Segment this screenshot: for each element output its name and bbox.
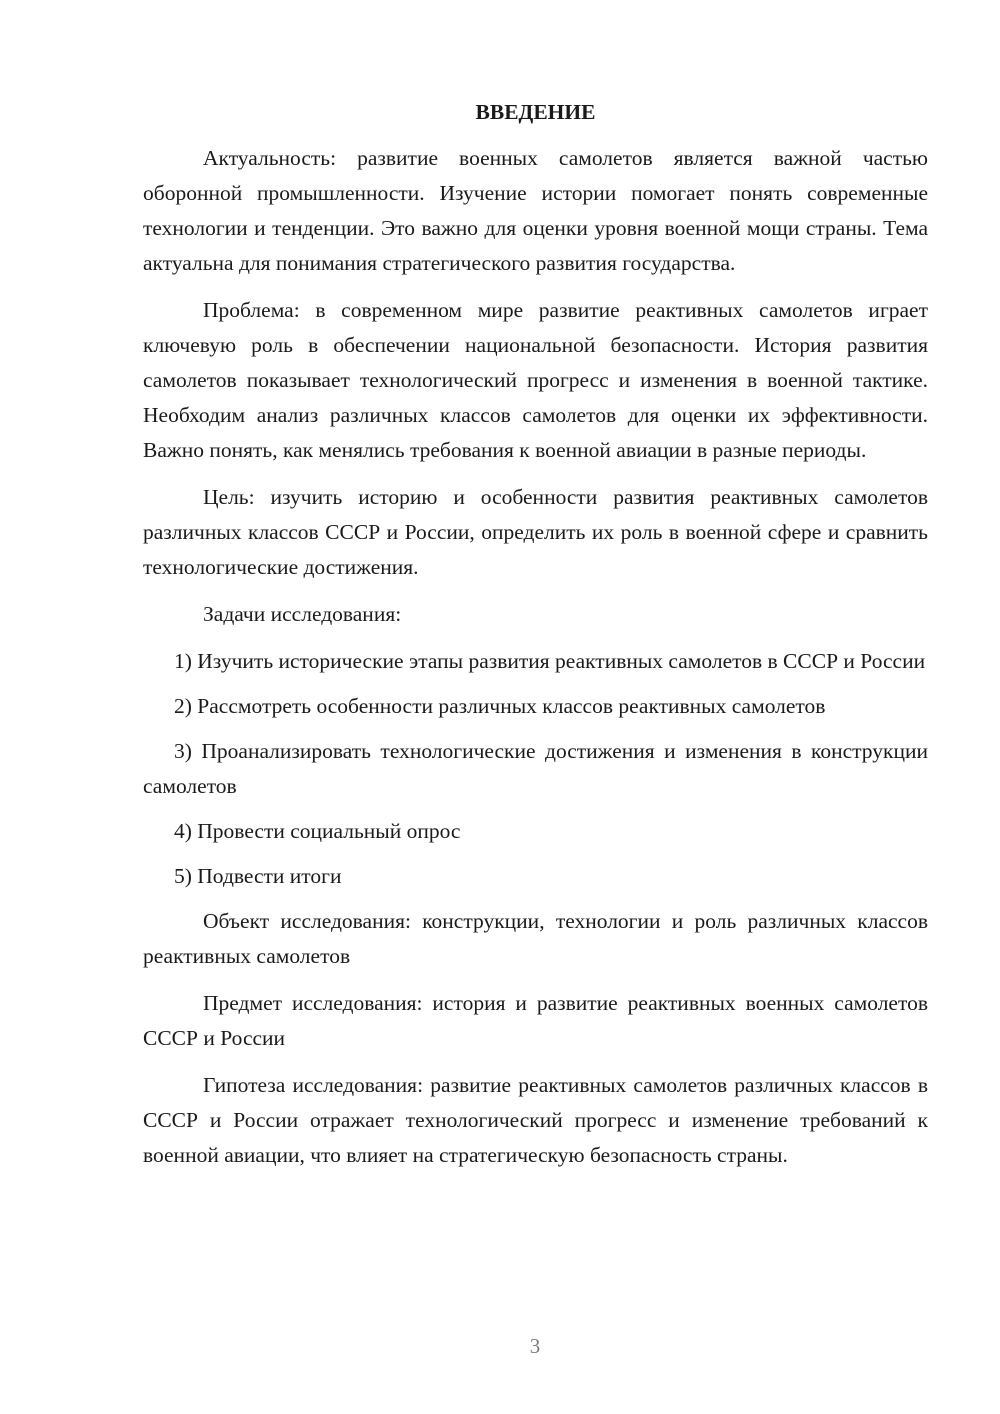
- task-item: 2) Рассмотреть особенности различных классов реактивных самолетов: [174, 694, 826, 718]
- page-number: 3: [529, 1334, 541, 1358]
- task-item: 5) Подвести итоги: [174, 864, 342, 888]
- relevance-paragraph: Актуальность: развитие военных самолетов является важной частью оборонной промышленности. Изучение истории помогает понять современные технологии и тенденции. Это важно для оценки уровня военной мощи страны. Тема актуальна для понимания стратегического развития государства.: [143, 146, 928, 275]
- tasks-heading: Задачи исследования:: [203, 602, 402, 626]
- subject-paragraph: Предмет исследования: история и развитие реактивных военных самолетов СССР и России: [143, 991, 928, 1050]
- task-item: 4) Провести социальный опрос: [174, 819, 461, 843]
- document-page: [143, 95, 928, 1185]
- problem-paragraph: Проблема: в современном мире развитие реактивных самолетов играет ключевую роль в обеспечении национальной безопасности. История развития самолетов показывает технологический прогресс и изменения в военной тактике. Необходим анализ различных классов самолетов для оценки их эффективности. Важно понять, как менялись требования к военной авиации в разные периоды.: [143, 298, 928, 462]
- section-title: ВВЕДЕНИЕ: [475, 100, 596, 124]
- task-item: 1) Изучить исторические этапы развития реактивных самолетов в СССР и России: [174, 649, 926, 673]
- object-paragraph: Объект исследования: конструкции, технологии и роль различных классов реактивных самолетов: [143, 909, 928, 968]
- goal-paragraph: Цель: изучить историю и особенности развития реактивных самолетов различных классов СССР и России, определить их роль в военной сфере и сравнить технологические достижения.: [143, 485, 928, 579]
- task-item: 3) Проанализировать технологические достижения и изменения в конструкции самолетов: [143, 739, 928, 798]
- hypothesis-paragraph: Гипотеза исследования: развитие реактивных самолетов различных классов в СССР и России отражает технологический прогресс и изменение требований к военной авиации, что влияет на стратегическую безопасность страны.: [143, 1073, 928, 1167]
